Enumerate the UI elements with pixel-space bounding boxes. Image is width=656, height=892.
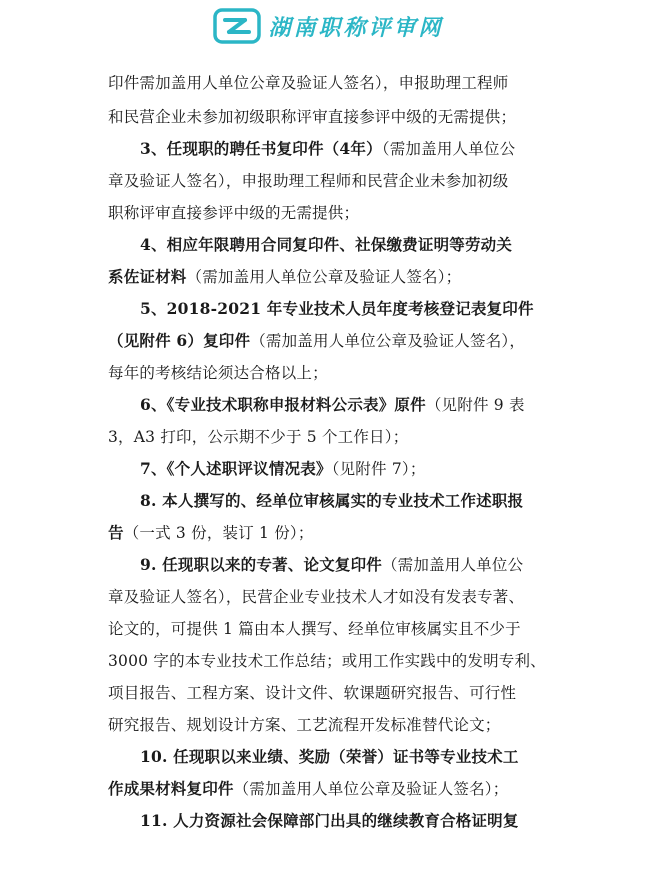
list-item-9: 9. 任现职以来的专著、论文复印件（需加盖用人单位公 [140,555,524,574]
text-line: 3000 字的本专业技术工作总结；或用工作实践中的发明专利、 [108,652,546,670]
list-item-6: 6、《专业技术职称申报材料公示表》原件（见附件 9 表 [140,395,525,414]
text-line: 系佐证材料（需加盖用人单位公章及验证人签名）； [108,267,462,286]
text-line: 论文的，可提供 1 篇由本人撰写、经单位审核属实且不少于 [108,620,521,638]
text-line: 作成果材料复印件（需加盖用人单位公章及验证人签名）； [108,779,509,798]
text-line: 章及验证人签名），申报助理工程师和民营企业未参加初级 [108,172,509,190]
list-item-8: 8. 本人撰写的、经单位审核属实的专业技术工作述职报 [140,491,524,510]
text-line: 告（一式 3 份，装订 1 份）； [108,523,314,542]
list-item-4: 4、相应年限聘用合同复印件、社保缴费证明等劳动关 [140,235,513,254]
text-line: 职称评审直接参评中级的无需提供； [108,204,360,222]
text-line: 印件需加盖用人单位公章及验证人签名），申报助理工程师 [108,74,509,92]
text-line: 和民营企业未参加初级职称评审直接参评中级的无需提供； [108,108,517,126]
list-item-3: 3、任现职的聘任书复印件（4年）（需加盖用人单位公 [140,139,516,158]
text-line: （见附件 6）复印件（需加盖用人单位公章及验证人签名）， [108,331,526,350]
list-item-11: 11. 人力资源社会保障部门出具的继续教育合格证明复 [140,811,519,830]
text-line: 章及验证人签名），民营企业专业技术人才如没有发表专著、 [108,588,525,606]
text-line: 项目报告、工程方案、设计文件、软课题研究报告、可行性 [108,684,517,702]
text-line: 3，A3 打印，公示期不少于 5 个工作日）； [108,428,409,446]
text-line: 每年的考核结论须达合格以上； [108,364,328,382]
list-item-7: 7、《个人述职评议情况表》（见附件 7）； [140,459,426,478]
list-item-5: 5、2018-2021 年专业技术人员年度考核登记表复印件 [140,299,534,318]
logo-text: 湖南职称评审网 [268,15,444,41]
text-line: 研究报告、规划设计方案、工艺流程开发标准替代论文； [108,716,501,734]
list-item-10: 10. 任现职以来业绩、奖励（荣誉）证书等专业技术工 [140,747,519,766]
